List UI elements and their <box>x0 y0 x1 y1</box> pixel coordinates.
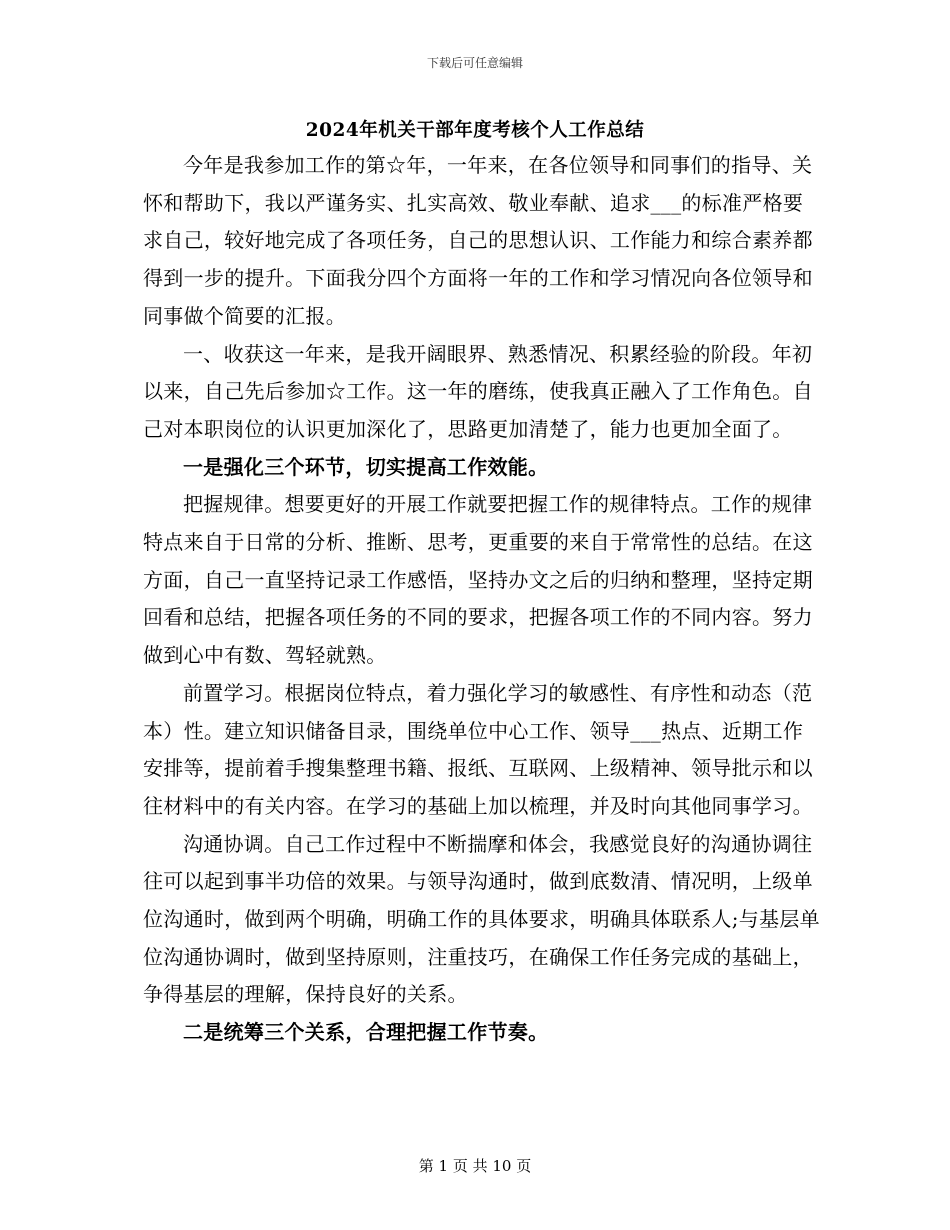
page-footer: 第 1 页 共 10 页 <box>418 1157 532 1175</box>
document-body <box>143 147 823 1052</box>
paragraph-communication: 沟通协调。自己工作过程中不断揣摩和体会，我感觉良好的沟通协调往往可以起到事半功倍的效果。与领导沟通时，做到底数清、情况明，上级单位沟通时，做到两个明确，明确工作的具体要求，明确具体联系人;与基层单位沟通协调时，做到坚持原则，注重技巧，在确保工作任务完成的基础上，争得基层的理解，保持良好的关系。 <box>143 831 820 1007</box>
section-heading-two: 二是统筹三个关系，合理把握工作节奏。 <box>183 1020 549 1045</box>
paragraph-intro: 今年是我参加工作的第☆年，一年来，在各位领导和同事们的指导、关怀和帮助下，我以严谨务实、扎实高效、敬业奉献、追求___的标准严格要求自己，较好地完成了各项任务，自己的思想认识、工作能力和综合素养都得到一步的提升。下面我分四个方面将一年的工作和学习情况向各位领导和同事做个简要的汇报。 <box>143 153 813 328</box>
paragraph-pre-study: 前置学习。根据岗位特点，着力强化学习的敏感性、有序性和动态（范本）性。建立知识储备目录，围绕单位中心工作、领导___热点、近期工作安排等，提前着手搜集整理书籍、报纸、互联网、上级精神、领导批示和以往材料中的有关内容。在学习的基础上加以梳理，并及时向其他同事学习。 <box>143 680 813 818</box>
paragraph-harvest: 一、收获这一年来，是我开阔眼界、熟悉情况、积累经验的阶段。年初以来，自己先后参加☆工作。这一年的磨练，使我真正融入了工作角色。自己对本职岗位的认识更加深化了，思路更加清楚了，能力也更加全面了。 <box>143 341 813 441</box>
document-title: 2024年机关干部年度考核个人工作总结 <box>305 120 645 141</box>
section-heading-one: 一是强化三个环节，切实提高工作效能。 <box>183 454 549 479</box>
paragraph-grasp-rules: 把握规律。想要更好的开展工作就要把握工作的规律特点。工作的规律特点来自于日常的分析、推断、思考，更重要的来自于常常性的总结。在这方面，自己一直坚持记录工作感悟，坚持办文之后的归纳和整理，坚持定期回看和总结，把握各项任务的不同的要求，把握各项工作的不同内容。努力做到心中有数、驾轻就熟。 <box>143 492 813 668</box>
header-note: 下载后可任意编辑 <box>426 56 523 70</box>
